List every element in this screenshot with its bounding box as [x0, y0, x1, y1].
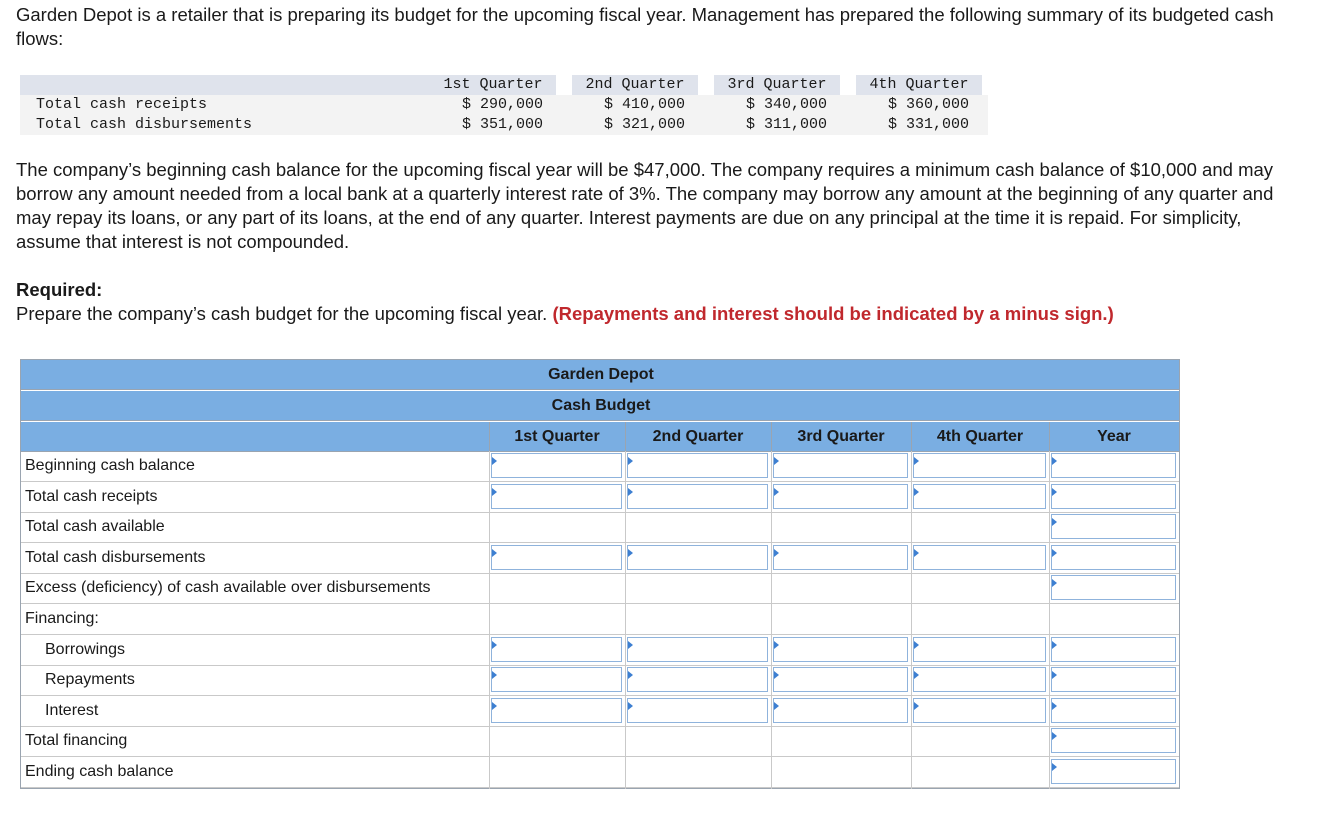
col-header-q3: 3rd Quarter: [797, 428, 885, 445]
budget-row-borrowings: [21, 635, 1179, 666]
row-label-total-financing: Total financing: [25, 732, 128, 750]
row-label-financing: Financing:: [25, 610, 99, 627]
summary-q1-header: 1st Quarter: [430, 75, 556, 95]
instruction-text: [16, 302, 1114, 326]
summary-disbursements-q1: $ 351,000: [461, 116, 543, 133]
total-cash-receipts-q3-input[interactable]: [773, 484, 908, 509]
row-label-total-cash-disbursements: Total cash disbursements: [25, 548, 206, 566]
budget-row-excess-deficiency: [21, 573, 1179, 604]
beginning-cash-balance-q4-input[interactable]: [913, 453, 1046, 478]
col-header-year: Year: [1097, 428, 1131, 445]
budget-row-interest: [21, 696, 1179, 727]
beginning-cash-balance-year-input[interactable]: [1051, 453, 1176, 478]
budget-company-row: [21, 360, 1179, 390]
total-cash-receipts-q4-input[interactable]: [913, 484, 1046, 509]
budget-row-total-cash-receipts: [21, 482, 1179, 513]
total-cash-receipts-year-input[interactable]: [1051, 484, 1176, 509]
interest-q1-input[interactable]: [491, 698, 622, 723]
row-label-total-cash-available: Total cash available: [25, 518, 165, 536]
interest-q4-input[interactable]: [913, 698, 1046, 723]
row-label-ending-cash-balance: Ending cash balance: [25, 763, 174, 780]
row-label-excess-deficiency: Excess (deficiency) of cash available over disbursements: [25, 579, 431, 597]
instruction-main: Prepare the company’s cash budget for the upcoming fiscal year.: [16, 303, 548, 324]
borrowings-q3-input[interactable]: [773, 637, 908, 662]
total-financing-year-input[interactable]: [1051, 728, 1176, 753]
beginning-cash-balance-q3-input[interactable]: [773, 453, 908, 478]
total-cash-disbursements-q4-input[interactable]: [913, 545, 1046, 570]
row-label-interest: Interest: [45, 701, 99, 719]
excess-deficiency-year-input[interactable]: [1051, 575, 1176, 600]
borrowings-q4-input[interactable]: [913, 637, 1046, 662]
total-cash-disbursements-q2-input[interactable]: [627, 545, 768, 570]
total-cash-receipts-q2-input[interactable]: [627, 484, 768, 509]
row-label-repayments: Repayments: [45, 671, 135, 689]
summary-disbursements-q3: $ 311,000: [745, 116, 827, 133]
summary-receipts-q4: $ 360,000: [887, 96, 969, 113]
borrowings-q2-input[interactable]: [627, 637, 768, 662]
budget-row-beginning-cash-balance: [21, 451, 1179, 482]
budget-title-row: [21, 391, 1179, 421]
summary-header-bar: [20, 75, 430, 95]
budget-column-header-row: [21, 422, 1179, 452]
borrowings-year-input[interactable]: [1051, 637, 1176, 662]
budget-row-total-cash-disbursements: [21, 543, 1179, 574]
summary-receipts-q3: $ 340,000: [745, 96, 827, 113]
budget-company-name: Garden Depot: [548, 366, 654, 383]
cash-budget-table: [20, 359, 1180, 789]
repayments-year-input[interactable]: [1051, 667, 1176, 692]
interest-q3-input[interactable]: [773, 698, 908, 723]
repayments-q4-input[interactable]: [913, 667, 1046, 692]
summary-disbursements-q2: $ 321,000: [603, 116, 685, 133]
interest-q2-input[interactable]: [627, 698, 768, 723]
budget-title: Cash Budget: [551, 397, 651, 414]
summary-receipts-q2: $ 410,000: [603, 96, 685, 113]
summary-disbursements-label: Total cash disbursements: [36, 116, 253, 133]
total-cash-receipts-q1-input[interactable]: [491, 484, 622, 509]
interest-year-input[interactable]: [1051, 698, 1176, 723]
col-header-q1: 1st Quarter: [514, 428, 600, 445]
total-cash-available-year-input[interactable]: [1051, 514, 1176, 539]
borrowings-q1-input[interactable]: [491, 637, 622, 662]
required-heading: [16, 278, 102, 302]
budget-row-total-cash-available: [21, 512, 1179, 543]
summary-table: [20, 75, 988, 135]
budget-row-total-financing: [21, 726, 1179, 757]
ending-cash-balance-year-input[interactable]: [1051, 759, 1176, 784]
repayments-q3-input[interactable]: [773, 667, 908, 692]
beginning-cash-balance-q2-input[interactable]: [627, 453, 768, 478]
repayments-q1-input[interactable]: [491, 667, 622, 692]
budget-row-ending-cash-balance: [21, 757, 1179, 788]
summary-q4-header: 4th Quarter: [856, 75, 982, 95]
row-label-borrowings: Borrowings: [45, 640, 126, 658]
required-label: Required:: [16, 279, 103, 300]
intro-text: Garden Depot is a retailer that is preparing its budget for the upcoming fiscal year. Management has prepared the following summary of its budgeted cash flows:: [16, 4, 1274, 49]
row-label-total-cash-receipts: Total cash receipts: [25, 487, 158, 505]
budget-row-financing: [21, 604, 1179, 635]
summary-receipts-label: Total cash receipts: [36, 96, 208, 113]
budget-row-repayments: [21, 665, 1179, 696]
total-cash-disbursements-q1-input[interactable]: [491, 545, 622, 570]
details-text: The company’s beginning cash balance for the upcoming fiscal year will be $47,000. The company requires a minimum cash balance of $10,000 and may borrow any amount needed from a local bank at a quarterly interest rate of 3%. The company may borrow any amount at the beginning of any quarter and may repay its loans, or any part of its loans, at the end of any quarter. Interest payments are due on any principal at the time it is repaid. For simplicity, assume that interest is not compounded.: [16, 159, 1274, 252]
row-label-beginning-cash-balance: Beginning cash balance: [25, 457, 195, 474]
instruction-note: (Repayments and interest should be indicated by a minus sign.): [552, 303, 1114, 324]
repayments-q2-input[interactable]: [627, 667, 768, 692]
summary-disbursements-q4: $ 331,000: [887, 116, 969, 133]
total-cash-disbursements-year-input[interactable]: [1051, 545, 1176, 570]
summary-q2-header: 2nd Quarter: [572, 75, 698, 95]
summary-receipts-q1: $ 290,000: [461, 96, 543, 113]
col-header-q2: 2nd Quarter: [652, 428, 744, 445]
col-header-q4: 4th Quarter: [936, 428, 1024, 445]
summary-q3-header: 3rd Quarter: [714, 75, 840, 95]
total-cash-disbursements-q3-input[interactable]: [773, 545, 908, 570]
beginning-cash-balance-q1-input[interactable]: [491, 453, 622, 478]
